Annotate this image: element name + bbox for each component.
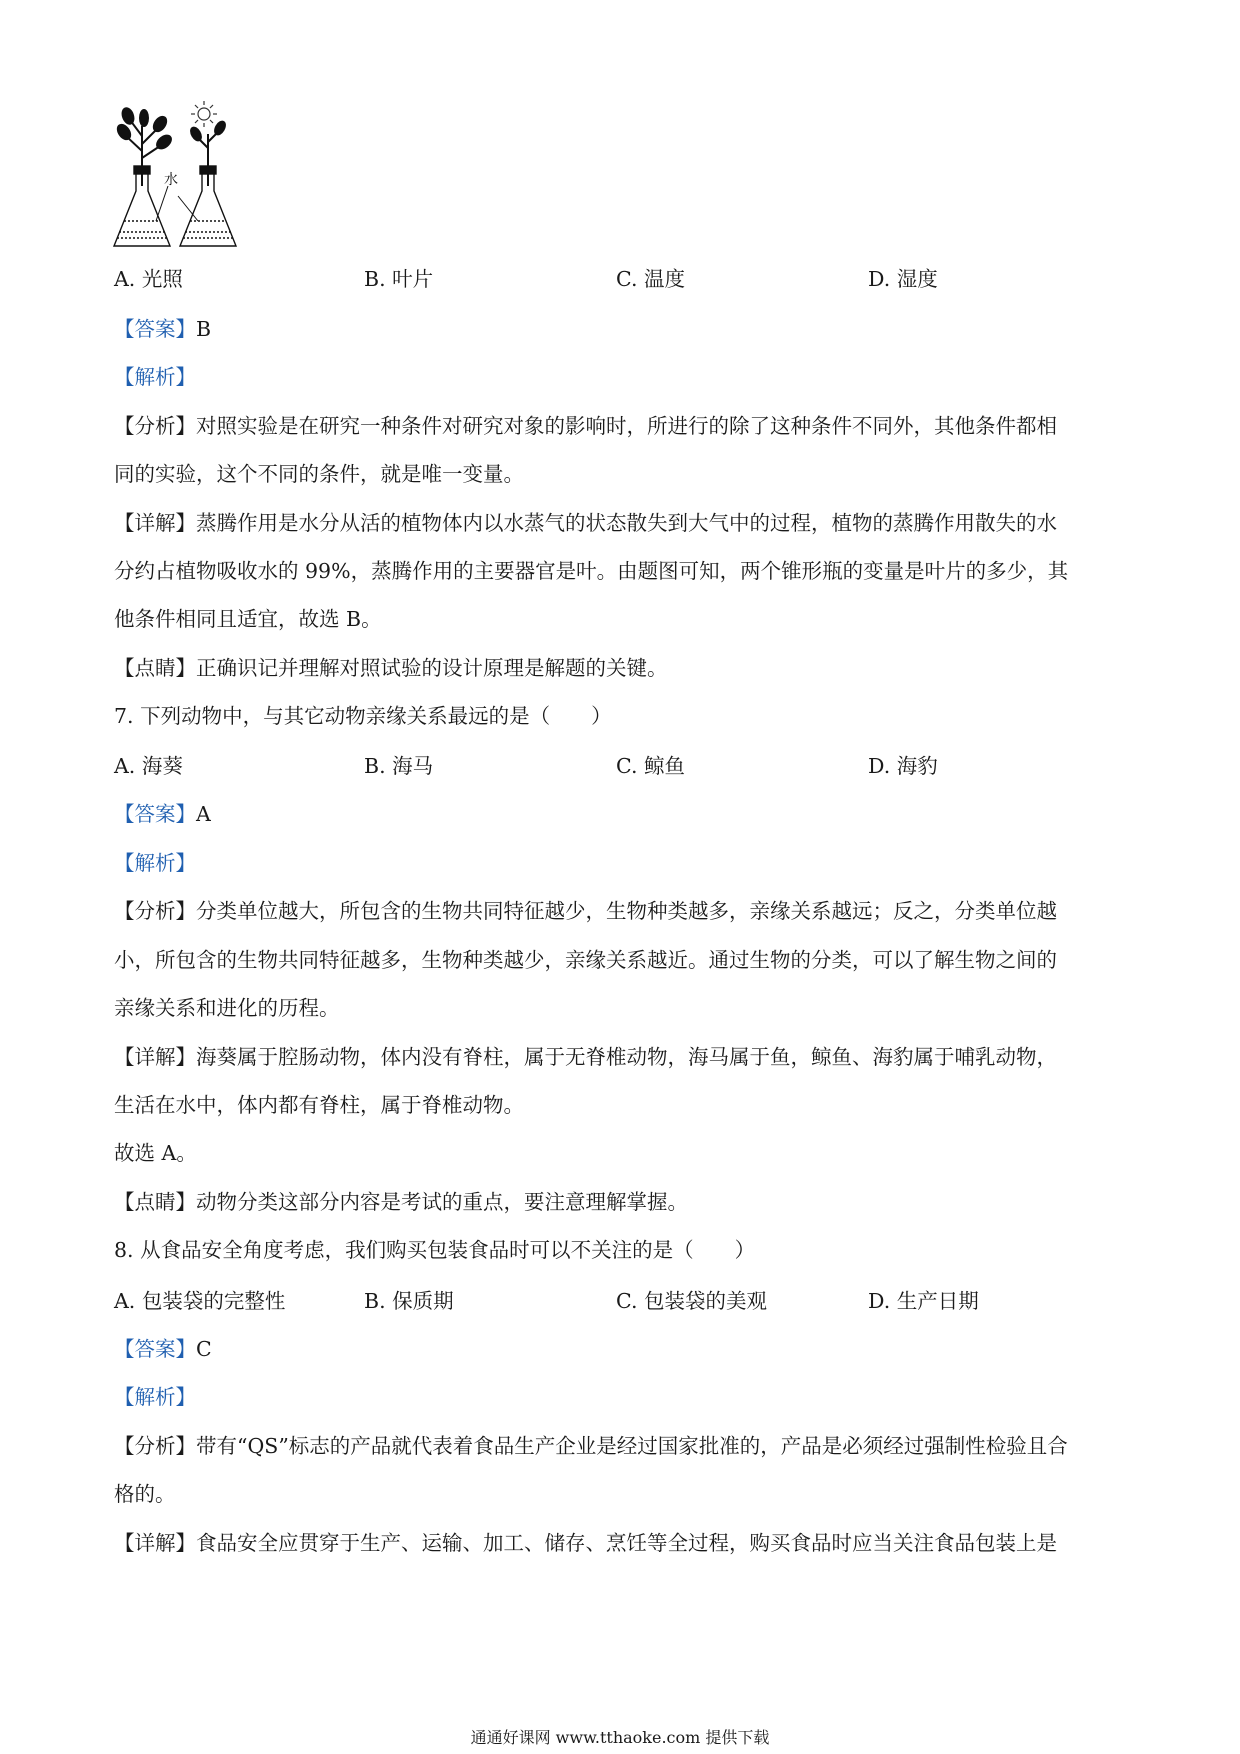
page-footer: 通通好课网 www.tthaoke.com 提供下载: [470, 1728, 770, 1747]
q6-option-a[interactable]: A. 光照: [114, 267, 183, 291]
right-plant: [189, 120, 227, 186]
q8-option-a[interactable]: A. 包装袋的完整性: [114, 1289, 286, 1313]
q7-option-d[interactable]: D. 海豹: [868, 754, 938, 778]
q6-option-b[interactable]: B. 叶片: [364, 267, 434, 291]
q6-fenxi-line-2: 同的实验，这个不同的条件，就是唯一变量。: [114, 462, 524, 486]
sun-icon: [191, 101, 217, 127]
q7-xiangjie-line-1: 【详解】海葵属于腔肠动物，体内没有脊柱，属于无脊椎动物，海马属于鱼，鲸鱼、海豹属于哺乳动物，: [114, 1045, 1057, 1069]
q6-dianjing: 【点睛】正确识记并理解对照试验的设计原理是解题的关键。: [114, 656, 668, 680]
q7-xiangjie-line-3: 故选 A。: [114, 1141, 197, 1165]
q8-fenxi-line-1: 【分析】带有“QS”标志的产品就代表着食品生产企业是经过国家批准的，产品是必须经过强制性检验且合: [114, 1434, 1068, 1458]
q6-xiangjie-line-2: 分约占植物吸收水的 99%，蒸腾作用的主要器官是叶。由题图可知，两个锥形瓶的变量是叶片的多少，其: [114, 559, 1069, 583]
q7-dianjing: 【点睛】动物分类这部分内容是考试的重点，要注意理解掌握。: [114, 1190, 688, 1214]
flask-plant-illustration: [112, 96, 272, 256]
q6-fenxi-line-1: 【分析】对照实验是在研究一种条件对研究对象的影响时，所进行的除了这种条件不同外，其他条件都相: [114, 414, 1057, 438]
q6-option-c[interactable]: C. 温度: [616, 267, 686, 291]
experiment-figure: [112, 96, 272, 256]
q7-fenxi-line-2: 小，所包含的生物共同特征越多，生物种类越少，亲缘关系越近。通过生物的分类，可以了解生物之间的: [114, 948, 1057, 972]
q8-answer: 【答案】C: [114, 1337, 212, 1361]
q8-xiangjie-line-1: 【详解】食品安全应贯穿于生产、运输、加工、储存、烹饪等全过程，购买食品时应当关注食品包装上是: [114, 1531, 1057, 1555]
q8-option-c[interactable]: C. 包装袋的美观: [616, 1289, 768, 1313]
q6-answer: 【答案】B: [114, 317, 212, 341]
q6-xiangjie-line-1: 【详解】蒸腾作用是水分从活的植物体内以水蒸气的状态散失到大气中的过程，植物的蒸腾作用散失的水: [114, 511, 1057, 535]
q7-xiangjie-line-2: 生活在水中，体内都有脊柱，属于脊椎动物。: [114, 1093, 524, 1117]
q8-option-d[interactable]: D. 生产日期: [868, 1289, 979, 1313]
q8-fenxi-line-2: 格的。: [114, 1482, 176, 1506]
q6-options: [114, 264, 1134, 294]
q8-jiexi-heading: 【解析】: [114, 1385, 196, 1409]
q7-option-a[interactable]: A. 海葵: [114, 754, 183, 778]
q6-jiexi-heading: 【解析】: [114, 365, 196, 389]
q7-jiexi-heading: 【解析】: [114, 851, 196, 875]
q8-option-b[interactable]: B. 保质期: [364, 1289, 454, 1313]
q7-option-c[interactable]: C. 鲸鱼: [616, 754, 686, 778]
q7-answer: 【答案】A: [114, 802, 211, 826]
water-label: 水: [164, 172, 178, 188]
q8-question: 8. 从食品安全角度考虑，我们购买包装食品时可以不关注的是（ ）: [114, 1238, 756, 1262]
q7-fenxi-line-3: 亲缘关系和进化的历程。: [114, 996, 340, 1020]
q7-fenxi-line-1: 【分析】分类单位越大，所包含的生物共同特征越少，生物种类越多，亲缘关系越远；反之，分类单位越: [114, 899, 1057, 923]
q7-options: [114, 751, 1134, 781]
q7-option-b[interactable]: B. 海马: [364, 754, 434, 778]
q6-option-d[interactable]: D. 湿度: [868, 267, 938, 291]
q7-question: 7. 下列动物中，与其它动物亲缘关系最远的是（ ）: [114, 704, 612, 728]
q8-options: [114, 1286, 1134, 1316]
q6-xiangjie-line-3: 他条件相同且适宜，故选 B。: [114, 607, 382, 631]
